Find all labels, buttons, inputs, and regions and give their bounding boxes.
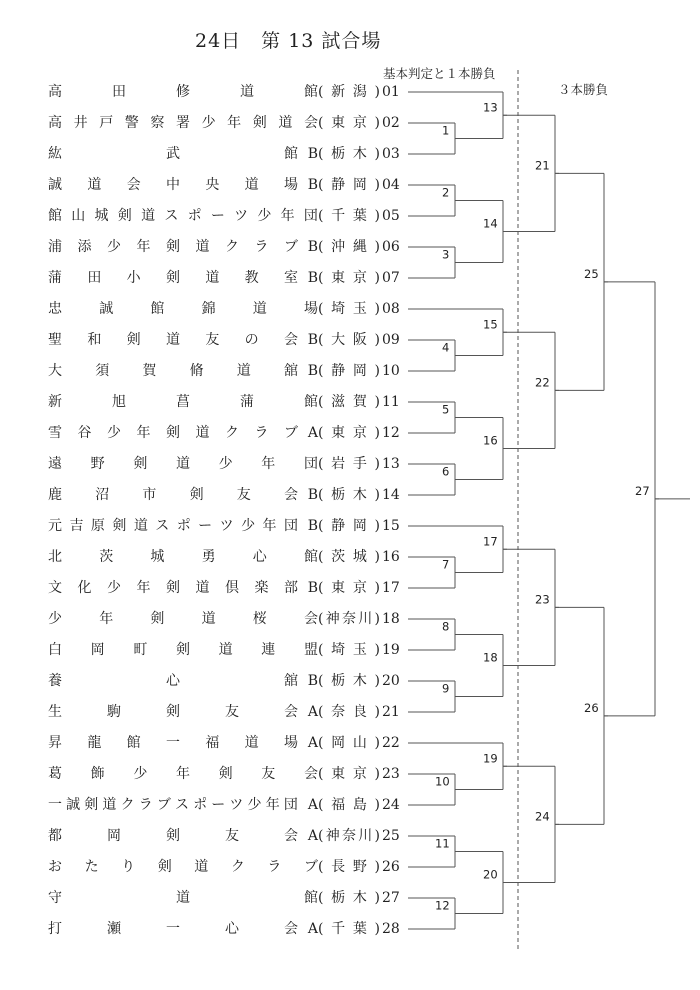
right-rule-label: ３本勝負 — [558, 82, 609, 97]
team-number: 11 — [382, 394, 400, 410]
team-prefecture: ( 沖 縄 ) — [318, 239, 380, 255]
team-prefecture: ( 福 島 ) — [318, 797, 380, 813]
team-group: B — [307, 673, 318, 689]
team-number: 19 — [382, 642, 400, 658]
team-number: 05 — [382, 208, 400, 224]
team-group: A — [307, 735, 318, 751]
match-number-label: 6 — [442, 464, 450, 479]
match-number-label: 20 — [483, 867, 498, 882]
team-group: B — [307, 363, 318, 379]
team-prefecture: ( 東 京 ) — [318, 425, 380, 441]
team-group: B — [307, 518, 318, 534]
team-group: A — [307, 797, 318, 813]
team-name: 紘 武 館 — [48, 146, 298, 162]
team-prefecture: ( 栃 木 ) — [318, 146, 380, 162]
team-name: 鹿 沼 市 剣 友 会 — [48, 487, 298, 503]
match-number-label: 26 — [584, 700, 599, 715]
team-prefecture: ( 栃 木 ) — [318, 890, 380, 906]
team-number: 16 — [382, 549, 400, 565]
team-name: 葛 飾 少 年 剣 友 会 — [48, 766, 318, 782]
team-name: 生 駒 剣 友 会 — [48, 704, 298, 720]
team-name: 聖 和 剣 道 友 の 会 — [48, 332, 298, 348]
team-name: 浦 添 少 年 剣 道 ク ラ ブ — [48, 239, 298, 255]
team-prefecture: ( 神 奈 川 ) — [318, 611, 380, 627]
team-prefecture: ( 新 潟 ) — [318, 84, 380, 100]
team-number: 14 — [382, 487, 400, 503]
page-title: 24日 第 13 試合場 — [195, 30, 382, 52]
team-prefecture: ( 神 奈 川 ) — [318, 828, 380, 844]
team-prefecture: ( 東 京 ) — [318, 766, 380, 782]
team-name: 文 化 少 年 剣 道 倶 楽 部 — [48, 580, 298, 596]
team-name: 新 旭 菖 蒲 館 — [48, 394, 318, 410]
team-prefecture: ( 滋 賀 ) — [318, 394, 380, 410]
team-number: 03 — [382, 146, 400, 162]
match-number-label: 25 — [584, 266, 599, 281]
team-number: 17 — [382, 580, 400, 596]
team-group: A — [307, 425, 318, 441]
team-group: B — [307, 580, 318, 596]
team-number: 01 — [382, 84, 400, 100]
team-name: 北 茨 城 勇 心 館 — [48, 549, 318, 565]
match-number-label: 10 — [435, 774, 450, 789]
team-name: 大 須 賀 脩 道 舘 — [48, 363, 298, 379]
team-name: 元 吉 原 剣 道 ス ポ ー ツ 少 年 団 — [48, 518, 298, 534]
match-number-label: 13 — [483, 100, 498, 115]
match-number-label: 15 — [483, 317, 498, 332]
team-prefecture: ( 静 岡 ) — [318, 518, 380, 534]
team-prefecture: ( 東 京 ) — [318, 270, 380, 286]
team-number: 24 — [382, 797, 400, 813]
team-number: 09 — [382, 332, 400, 348]
team-prefecture: ( 奈 良 ) — [318, 704, 380, 720]
team-name: 高 田 修 道 館 — [48, 84, 318, 100]
match-number-label: 22 — [535, 375, 550, 390]
team-number: 22 — [382, 735, 400, 751]
team-name: 打 瀬 一 心 会 — [48, 921, 298, 937]
team-prefecture: ( 埼 玉 ) — [318, 642, 380, 658]
team-number: 07 — [382, 270, 400, 286]
match-number-label: 17 — [483, 534, 498, 549]
team-name: 養 心 舘 — [48, 673, 298, 689]
team-number: 12 — [382, 425, 400, 441]
match-number-label: 2 — [442, 185, 450, 200]
team-prefecture: ( 静 岡 ) — [318, 363, 380, 379]
team-group: B — [307, 146, 318, 162]
match-number-label: 19 — [483, 751, 498, 766]
team-prefecture: ( 千 葉 ) — [318, 208, 380, 224]
left-rule-label: 基本判定と１本勝負 — [383, 66, 496, 81]
match-number-label: 14 — [483, 216, 498, 231]
match-number-label: 7 — [442, 557, 450, 572]
team-name: 蒲 田 小 剣 道 教 室 — [48, 270, 298, 286]
team-number: 15 — [382, 518, 400, 534]
match-number-label: 1 — [442, 123, 450, 138]
team-number: 06 — [382, 239, 400, 255]
team-name: 少 年 剣 道 桜 会 — [48, 611, 318, 627]
team-number: 23 — [382, 766, 400, 782]
team-group: A — [307, 828, 318, 844]
team-prefecture: ( 長 野 ) — [318, 859, 380, 875]
team-number: 04 — [382, 177, 400, 193]
team-number: 26 — [382, 859, 400, 875]
match-number-label: 21 — [535, 158, 550, 173]
team-prefecture: ( 岡 山 ) — [318, 735, 380, 751]
team-number: 10 — [382, 363, 400, 379]
team-group: B — [307, 332, 318, 348]
team-prefecture: ( 大 阪 ) — [318, 332, 380, 348]
team-name: 昇 龍 館 一 福 道 場 — [48, 735, 298, 751]
team-number: 25 — [382, 828, 400, 844]
team-name: 館 山 城 剣 道 ス ポ ー ツ 少 年 団 — [48, 208, 318, 224]
match-number-label: 9 — [442, 681, 450, 696]
team-prefecture: ( 栃 木 ) — [318, 673, 380, 689]
team-number: 18 — [382, 611, 400, 627]
team-number: 08 — [382, 301, 400, 317]
match-number-label: 16 — [483, 433, 498, 448]
team-name: 都 岡 剣 友 会 — [48, 828, 298, 844]
team-number: 20 — [382, 673, 400, 689]
team-group: B — [307, 487, 318, 503]
team-group: A — [307, 921, 318, 937]
team-name: 白 岡 町 剣 道 連 盟 — [48, 642, 318, 658]
team-prefecture: ( 東 京 ) — [318, 115, 380, 131]
match-number-label: 3 — [442, 247, 450, 262]
team-number: 02 — [382, 115, 400, 131]
team-group: A — [307, 704, 318, 720]
team-number: 27 — [382, 890, 400, 906]
match-number-label: 5 — [442, 402, 450, 417]
team-name: 一 誠 剣 道 ク ラ ブ ス ポ ー ツ 少 年 団 — [48, 797, 298, 813]
team-prefecture: ( 茨 城 ) — [318, 549, 380, 565]
team-name: 誠 道 会 中 央 道 場 — [48, 177, 298, 193]
match-number-label: 23 — [535, 592, 550, 607]
team-name: お た り 剣 道 ク ラ ブ — [48, 859, 318, 875]
team-name: 高 井 戸 警 察 署 少 年 剣 道 会 — [48, 115, 318, 131]
match-number-label: 4 — [442, 340, 450, 355]
match-number-label: 18 — [483, 650, 498, 665]
team-name: 忠 誠 館 錦 道 場 — [48, 301, 318, 317]
team-number: 13 — [382, 456, 400, 472]
team-group: B — [307, 239, 318, 255]
team-name: 雪 谷 少 年 剣 道 ク ラ ブ — [48, 425, 298, 441]
match-number-label: 12 — [435, 898, 450, 913]
team-prefecture: ( 埼 玉 ) — [318, 301, 380, 317]
team-prefecture: ( 静 岡 ) — [318, 177, 380, 193]
match-number-label: 11 — [435, 836, 450, 851]
match-number-label: 27 — [635, 483, 650, 498]
match-number-label: 24 — [535, 809, 550, 824]
team-name: 守 道 館 — [48, 890, 318, 906]
team-prefecture: ( 千 葉 ) — [318, 921, 380, 937]
team-prefecture: ( 東 京 ) — [318, 580, 380, 596]
team-group: B — [307, 270, 318, 286]
match-number-label: 8 — [442, 619, 450, 634]
team-number: 28 — [382, 921, 400, 937]
team-name: 遠 野 剣 道 少 年 団 — [48, 456, 318, 472]
team-number: 21 — [382, 704, 400, 720]
team-group: B — [307, 177, 318, 193]
team-prefecture: ( 栃 木 ) — [318, 487, 380, 503]
team-prefecture: ( 岩 手 ) — [318, 456, 380, 472]
